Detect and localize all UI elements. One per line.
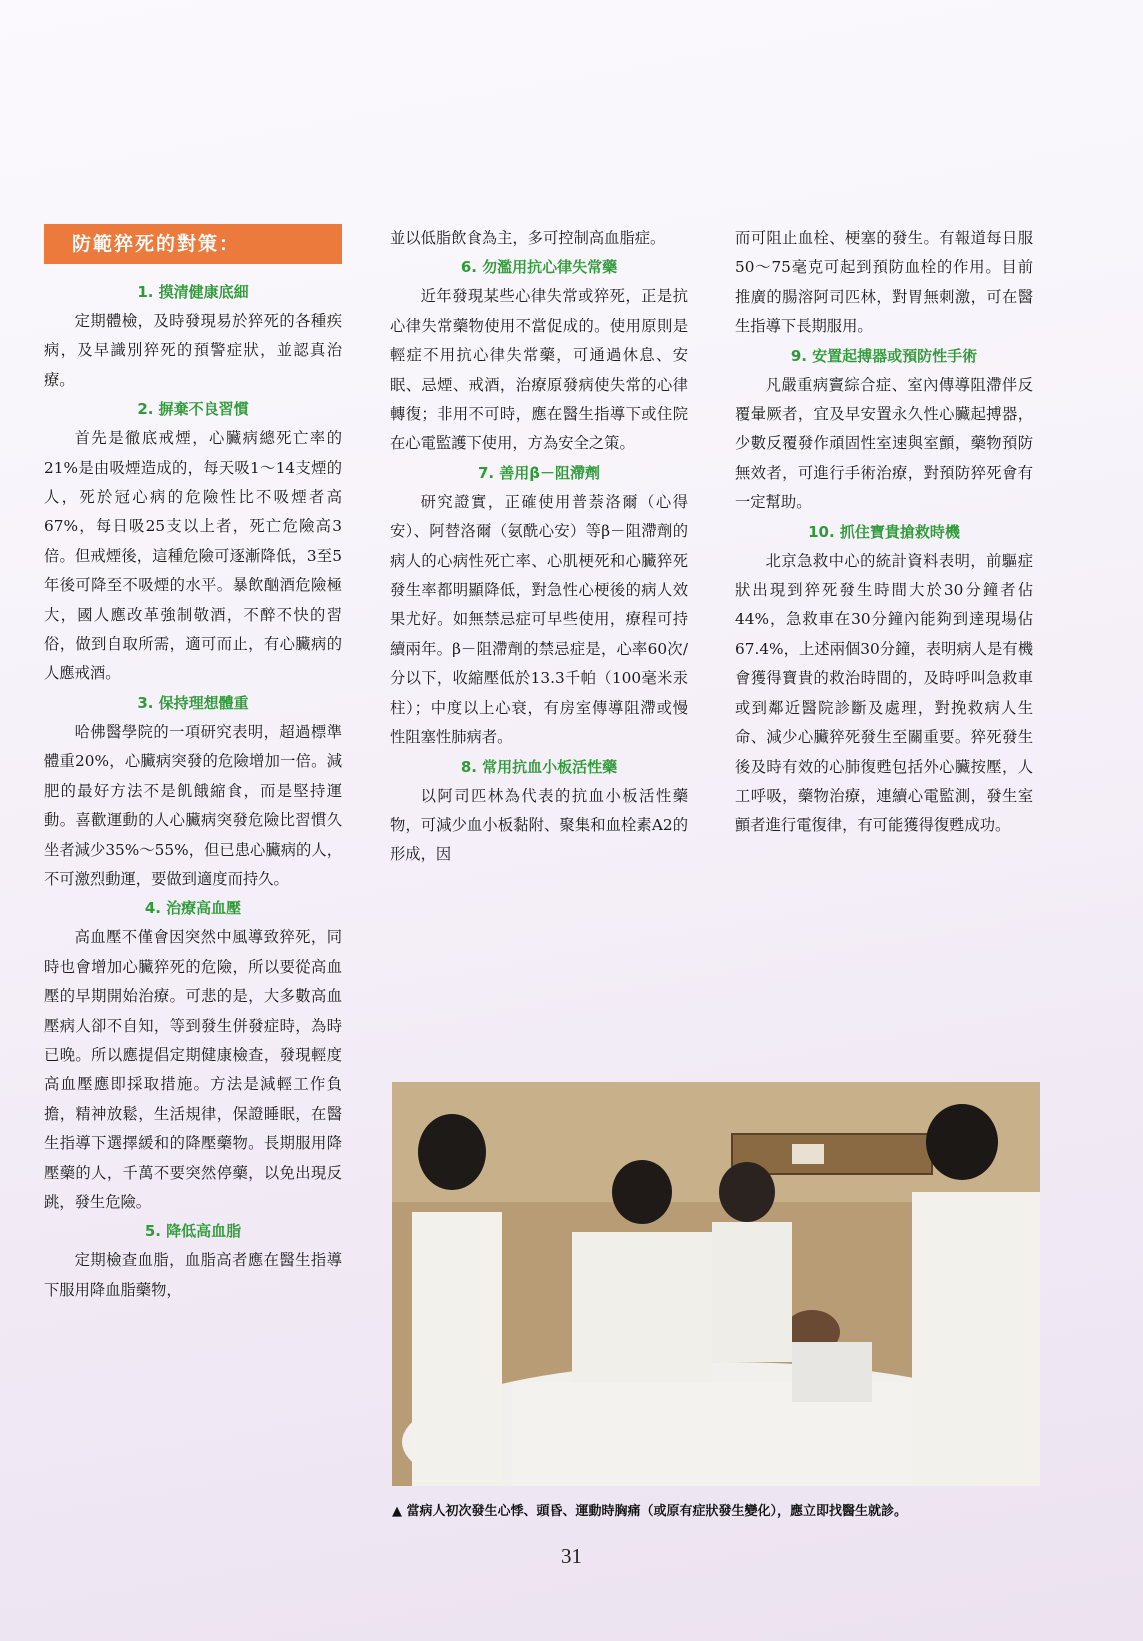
subheading-5: 5. 降低高血脂 <box>144 1222 242 1241</box>
paragraph-8: 以阿司匹林為代表的抗血小板活性藥物，可減少血小板黏附、聚集和血栓素A2的形成，因 <box>390 786 688 864</box>
paragraph-7: 研究證實，正確使用普萘洛爾（心得安）、阿替洛爾（氨酰心安）等β－阻滯劑的病人的心病性死亡率、心肌梗死和心臟猝死發生率都明顯降低，對急性心梗後的病人效果尤好。如無禁忌症可早些使用，療程可持續兩年。β－阻滯劑的禁忌症是，心率60次/分以下，收縮壓低於13.3千帕（100毫米汞柱）；中度以上心衰，有房室傳導阻滯或慢性阻塞性肺病者。 <box>390 492 688 747</box>
subheading-1: 1. 摸清健康底細 <box>137 283 249 301</box>
paragraph-5: 定期檢查血脂，血脂高者應在醫生指導下服用降血脂藥物， <box>44 1251 342 1299</box>
subheading-6: 6. 勿濫用抗心律失常藥 <box>460 258 618 277</box>
paragraph-2: 首先是徹底戒煙，心臟病總死亡率的21%是由吸煙造成的，每天吸1～14支煙的人，死於冠心病的危險性比不吸煙者高67%，每日吸25支以上者，死亡危險高3倍。但戒煙後，這種危險可逐漸降低，3至5年後可降至不吸煙的水平。暴飲酗酒危險極大，國人應改革強制敬酒，不醉不快的習俗，做到自取所需，適可而止，有心臟病的人應戒酒。 <box>44 429 342 683</box>
paragraph-3: 哈佛醫學院的一項研究表明，超過標準體重20%，心臟病突發的危險增加一倍。減肥的最好方法不是飢餓縮食，而是堅持運動。喜歡運動的人心臟病突發危險比習慣久坐者減少35%～55%，但已患心臟病的人，不可激烈動運，要做到適度而持久。 <box>44 722 342 888</box>
page-number: 31 <box>561 1544 582 1568</box>
subheading-4: 4. 治療高血壓 <box>144 899 242 918</box>
paragraph-1: 定期體檢，及時發現易於猝死的各種疾病，及早識別猝死的預警症狀，並認真治療。 <box>44 312 342 389</box>
hospital-photo <box>392 1082 1040 1486</box>
paragraph-4: 高血壓不僅會因突然中風導致猝死，同時也會增加心臟猝死的危險，所以要從高血壓的早期開始治療。可悲的是，大多數高血壓病人卻不自知，等到發生併發症時，為時已晚。所以應提倡定期健康檢查，發現輕度高血壓應即採取措施。方法是減輕工作負擔，精神放鬆，生活規律，保證睡眠，在醫生指導下選擇緩和的降壓藥物。長期服用降壓藥的人，千萬不要突然停藥，以免出現反跳，發生危險。 <box>44 928 342 1211</box>
column-1 <box>44 224 342 1305</box>
subheading-9: 9. 安置起搏器或預防性手術 <box>790 346 978 365</box>
paragraph-5-continued: 並以低脂飲食為主，多可控制高血脂症。 <box>390 229 666 247</box>
photo-caption: ▲ 當病人初次發生心悸、頭昏、運動時胸痛（或原有症狀發生變化），應立即找醫生就診。 <box>392 1504 908 1519</box>
column-2 <box>390 224 688 870</box>
column-3 <box>735 224 1033 841</box>
hospital-scene-illustration <box>392 1082 1040 1486</box>
paragraph-8-continued: 而可阻止血栓、梗塞的發生。有報道每日服50～75毫克可起到預防血栓的作用。目前推廣的腸溶阿司匹林，對胃無刺激，可在醫生指導下長期服用。 <box>735 229 1033 336</box>
subheading-7: 7. 善用β－阻滯劑 <box>477 463 601 482</box>
subheading-8: 8. 常用抗血小板活性藥 <box>460 757 618 776</box>
paragraph-9: 凡嚴重病竇綜合症、室內傳導阻滯伴反覆暈厥者，宜及早安置永久性心臟起搏器，少數反覆發作頑固性室速與室顫，藥物預防無效者，可進行手術治療，對預防猝死會有一定幫助。 <box>735 375 1033 512</box>
paragraph-6: 近年發現某些心律失常或猝死，正是抗心律失常藥物使用不當促成的。使用原則是輕症不用抗心律失常藥，可通過休息、安眠、忌煙、戒酒，治療原發病使失常的心律轉復；非用不可時，應在醫生指導下或住院在心電監護下使用，方為安全之策。 <box>390 287 688 453</box>
subheading-3: 3. 保持理想體重 <box>137 693 249 712</box>
subheading-2: 2. 摒棄不良習慣 <box>137 400 249 419</box>
section-title: 防範猝死的對策： <box>44 224 342 264</box>
paragraph-10: 北京急救中心的統計資料表明，前驅症狀出現到猝死發生時間大於30分鐘者佔44%，急救車在30分鐘內能夠到達現場佔67.4%，上述兩個30分鐘，表明病人是有機會獲得寶貴的救治時間的，及時呼叫急救車或到鄰近醫院診斷及處理，對挽救病人生命、減少心臟猝死發生至關重要。猝死發生後及時有效的心肺復甦包括外心臟按壓，人工呼吸，藥物治療，連續心電監測，發生室顫者進行電復律，有可能獲得復甦成功。 <box>735 551 1033 835</box>
subheading-10: 10. 抓住寶貴搶救時機 <box>808 522 960 541</box>
